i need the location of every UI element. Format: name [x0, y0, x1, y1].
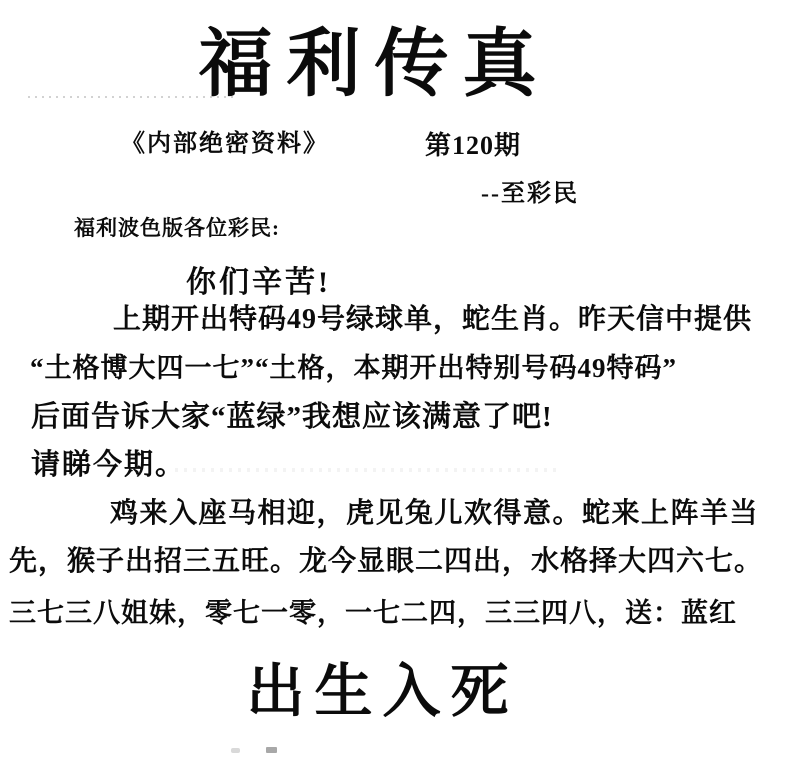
issue-number: 第120期: [425, 131, 522, 160]
zodiac-poem-line-2: 先，猴子出招三五旺。龙今显眼二四出，水格择大四六七。: [9, 546, 764, 577]
scan-noise-smudge: [175, 468, 560, 472]
secrecy-label: 《内部绝密资料》: [121, 131, 329, 157]
scan-noise-speck: [266, 747, 277, 753]
scan-noise-speck: [231, 748, 240, 753]
zodiac-poem-line-1: 鸡来入座马相迎，虎见兔儿欢得意。蛇来上阵羊当: [110, 498, 760, 529]
body-line-blue-green: 后面告诉大家“蓝绿”我想应该满意了吧!: [31, 401, 553, 433]
numbers-tip-line: 三七三八姐妹，零七一零，一七二四，三三四八，送：蓝红: [9, 598, 737, 628]
attribution-to-bettors: --至彩民: [481, 181, 579, 207]
footer-idiom-title: 出生入死: [246, 659, 519, 724]
salutation: 福利波色版各位彩民:: [74, 216, 280, 240]
body-line-quoted-tips: “土格博大四一七”“土格，本期开出特别号码49特码”: [30, 353, 677, 383]
body-line-previous-result: 上期开出特码49号绿球单，蛇生肖。昨天信中提供: [113, 304, 753, 335]
body-line-watch-this-issue: 请睇今期｡: [31, 449, 172, 481]
greeting-line: 你们辛苦!: [186, 266, 331, 299]
page-title: 福利传真: [198, 24, 551, 106]
